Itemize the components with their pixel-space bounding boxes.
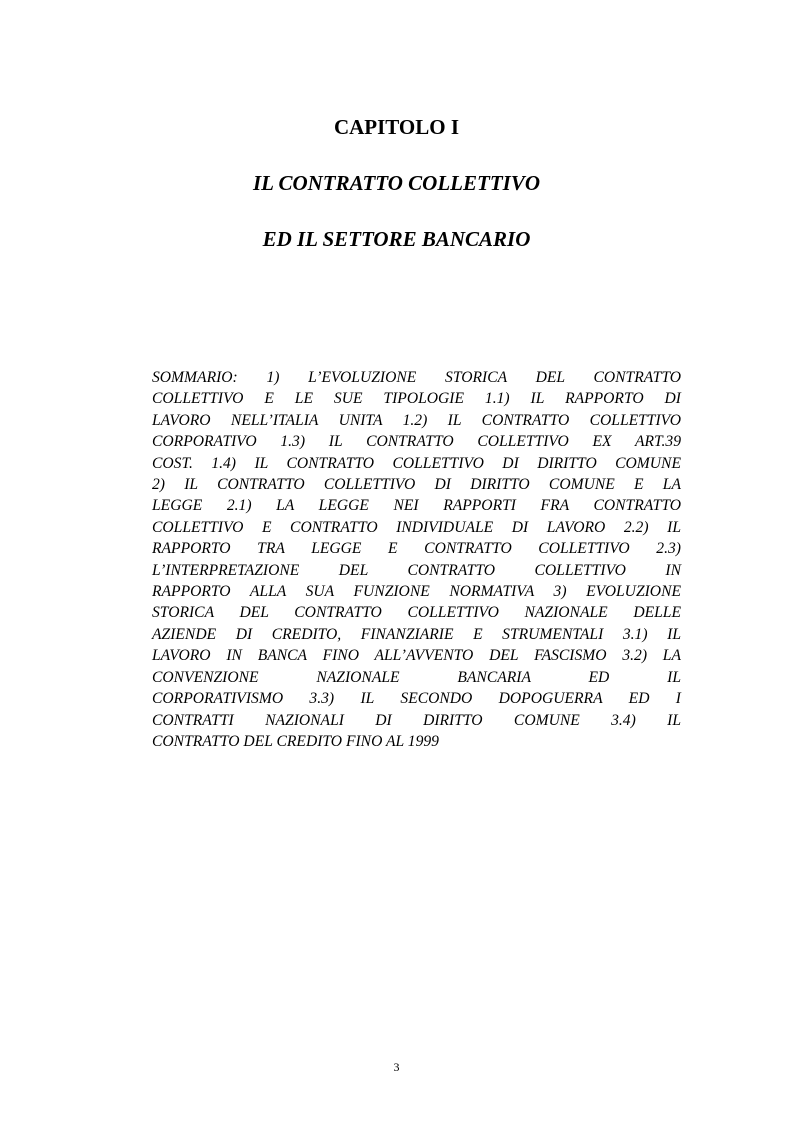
summary-line: CONTRATTI NAZIONALI DI DIRITTO COMUNE 3.4) IL [152,711,681,729]
summary-line: CONTRATTO DEL CREDITO FINO AL 1999 [152,732,439,750]
summary-line: COST. 1.4) IL CONTRATTO COLLETTIVO DI DIRITTO COMUNE [152,454,681,472]
chapter-heading: CAPITOLO I [333,115,460,139]
summary-line: LEGGE 2.1) LA LEGGE NEI RAPPORTI FRA CONTRATTO [152,497,681,515]
summary-line: RAPPORTO ALLA SUA FUNZIONE NORMATIVA 3) EVOLUZIONE [152,583,681,601]
page-number: 3 [393,1060,400,1074]
summary-paragraph [152,367,681,752]
summary-line: AZIENDE DI CREDITO, FINANZIARIE E STRUMENTALI 3.1) IL [152,625,681,643]
summary-line: CONVENZIONE NAZIONALE BANCARIA ED IL [152,668,681,686]
summary-line: 2) IL CONTRATTO COLLETTIVO DI DIRITTO COMUNE E LA [152,476,681,494]
summary-line: LAVORO NELL’ITALIA UNITA 1.2) IL CONTRATTO COLLETTIVO [152,411,681,429]
summary-line: RAPPORTO TRA LEGGE E CONTRATTO COLLETTIVO 2.3) [152,540,681,558]
summary-line: CORPORATIVO 1.3) IL CONTRATTO COLLETTIVO EX ART.39 [152,433,681,451]
summary-line: STORICA DEL CONTRATTO COLLETTIVO NAZIONALE DELLE [152,604,681,622]
summary-line: COLLETTIVO E LE SUE TIPOLOGIE 1.1) IL RAPPORTO DI [152,390,681,408]
summary-line: CORPORATIVISMO 3.3) IL SECONDO DOPOGUERRA ED I [152,690,681,708]
summary-line: COLLETTIVO E CONTRATTO INDIVIDUALE DI LAVORO 2.2) IL [152,518,681,536]
summary-line: LAVORO IN BANCA FINO ALL’AVVENTO DEL FASCISMO 3.2) LA [152,647,681,665]
summary-line: SOMMARIO: 1) L’EVOLUZIONE STORICA DEL CONTRATTO [152,369,681,386]
summary-line: L’INTERPRETAZIONE DEL CONTRATTO COLLETTIVO IN [152,561,681,579]
chapter-title-line-1: IL CONTRATTO COLLETTIVO [252,171,541,195]
chapter-title-line-2: ED IL SETTORE BANCARIO [262,227,531,251]
